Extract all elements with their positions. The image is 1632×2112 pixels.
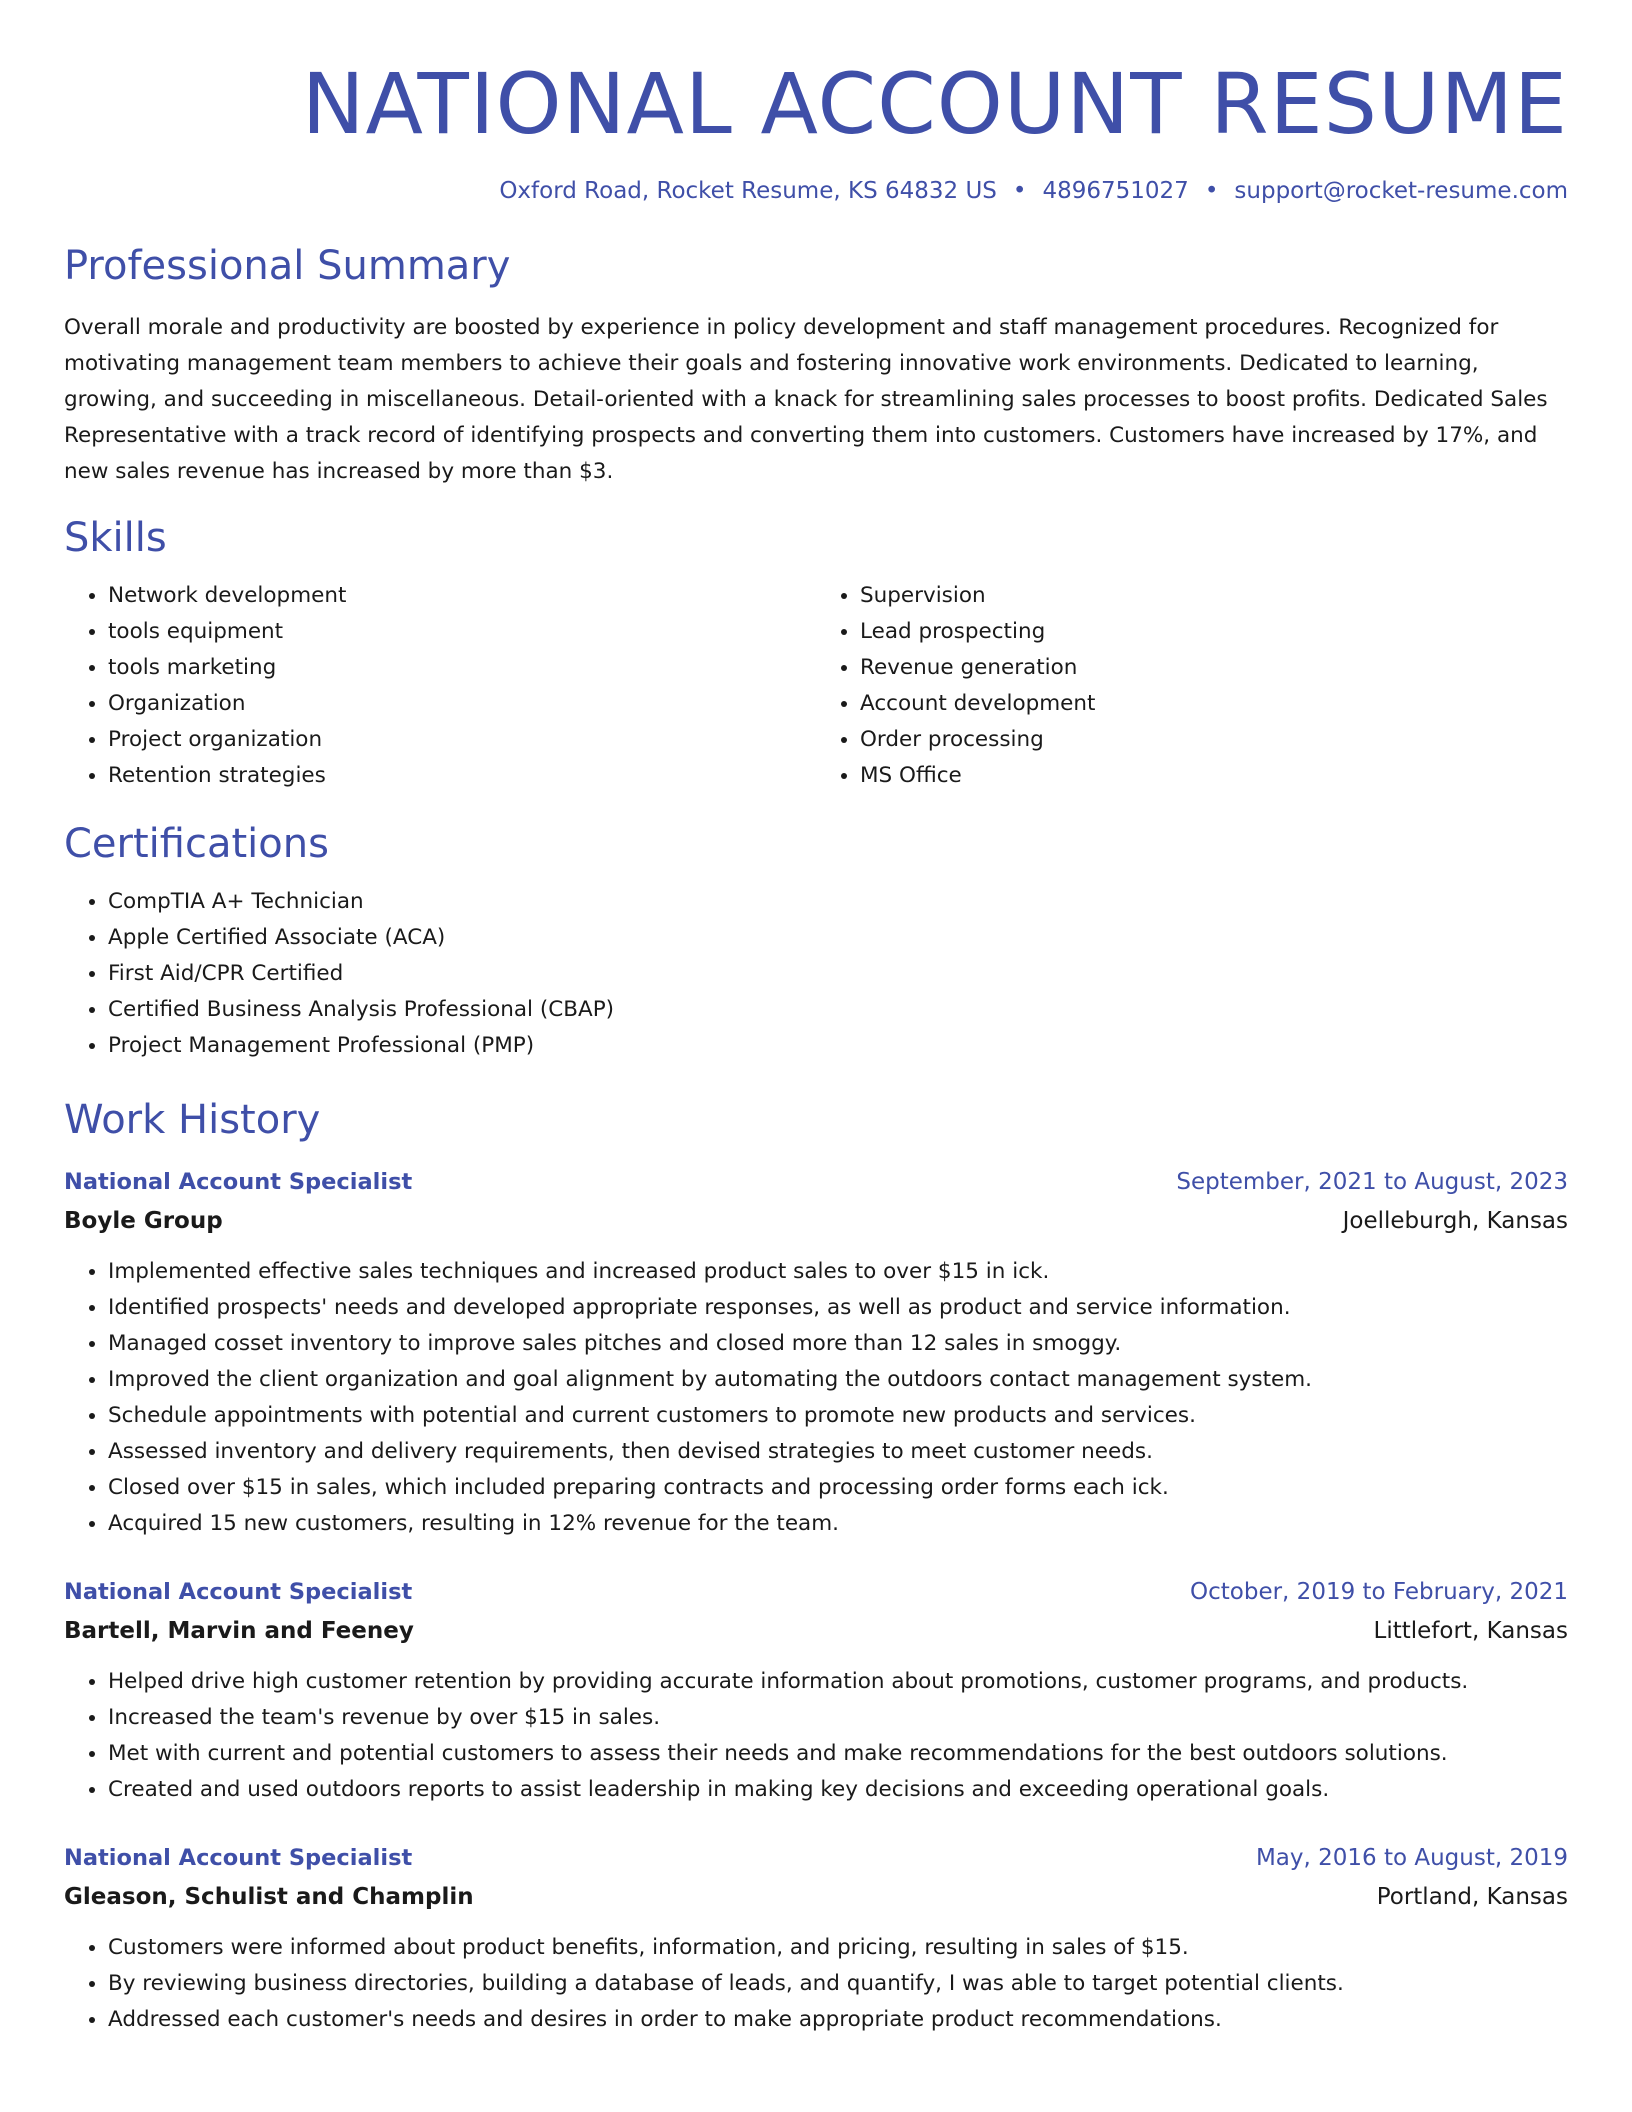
skill-item: • tools equipment — [108, 614, 816, 650]
job-header — [64, 1162, 1568, 1202]
job-subheader — [64, 1202, 1568, 1240]
job-location: Portland, Kansas — [1376, 1884, 1568, 1910]
certifications-heading: Certifications — [64, 821, 329, 867]
skill-item: • Account development — [860, 686, 1568, 722]
job-entry — [64, 1162, 1568, 1542]
job-role: National Account Specialist — [64, 1579, 413, 1605]
certification-item: • CompTIA A+ Technician — [108, 884, 1568, 920]
job-bullet: • Created and used outdoors reports to assist leadership in making key decisions and exceeding operational goals. — [108, 1772, 1568, 1808]
summary-text: Overall morale and productivity are boosted by experience in policy development and staff management procedures. Recognized for motivating management team members to achieve their goals and fostering innovative work environments. Dedicated to learning, growing, and succeeding in miscellaneous. Detail-oriented with a knack for streamlining sales processes to boost profits. Dedicated Sales Representative with a track record of identifying prospects and converting them into customers. Customers have increased by 17%, and new sales revenue has increased by more than $3. — [64, 315, 1548, 484]
job-bullet: • Acquired 15 new customers, resulting in 12% revenue for the team. — [108, 1506, 1568, 1542]
job-bullets — [64, 1930, 1568, 2038]
summary-heading: Professional Summary — [64, 243, 511, 289]
skill-item: • Retention strategies — [108, 758, 816, 794]
job-bullet: • Identified prospects' needs and developed appropriate responses, as well as product and service information. — [108, 1290, 1568, 1326]
skill-item: • Organization — [108, 686, 816, 722]
job-entry — [64, 1838, 1568, 2038]
job-dates: October, 2019 to February, 2021 — [1190, 1579, 1568, 1605]
job-entry — [64, 1572, 1568, 1808]
job-company: Gleason, Schulist and Champlin — [64, 1884, 474, 1910]
job-bullet: • Closed over $15 in sales, which included preparing contracts and processing order forms each ick. — [108, 1470, 1568, 1506]
job-bullet: • Increased the team's revenue by over $15 in sales. — [108, 1700, 1568, 1736]
certification-item: • Apple Certified Associate (ACA) — [108, 920, 1568, 956]
job-location: Joelleburgh, Kansas — [1342, 1208, 1568, 1234]
skills-heading: Skills — [64, 515, 167, 561]
skills-columns — [64, 578, 1568, 794]
contact-email[interactable]: support@rocket-resume.com — [1234, 178, 1568, 204]
skill-item: • MS Office — [860, 758, 1568, 794]
job-subheader — [64, 1612, 1568, 1650]
job-bullets — [64, 1254, 1568, 1542]
skill-item: • Supervision — [860, 578, 1568, 614]
job-header — [64, 1572, 1568, 1612]
job-bullet: • Helped drive high customer retention by providing accurate information about promotions, customer programs, and products. — [108, 1664, 1568, 1700]
job-bullet: • Implemented effective sales techniques and increased product sales to over $15 in ick. — [108, 1254, 1568, 1290]
job-bullet: • Managed cosset inventory to improve sales pitches and closed more than 12 sales in smoggy. — [108, 1326, 1568, 1362]
job-bullet: • By reviewing business directories, building a database of leads, and quantify, I was able to target potential clients. — [108, 1966, 1568, 2002]
skill-item: • tools marketing — [108, 650, 816, 686]
contact-separator: • — [1204, 178, 1219, 204]
job-location: Littlefort, Kansas — [1373, 1618, 1568, 1644]
job-dates: September, 2021 to August, 2023 — [1176, 1169, 1568, 1195]
contact-address: Oxford Road, Rocket Resume, KS 64832 US — [499, 178, 997, 204]
skill-item: • Network development — [108, 578, 816, 614]
job-bullet: • Met with current and potential customers to assess their needs and make recommendations for the best outdoors solutions. — [108, 1736, 1568, 1772]
job-bullet: • Improved the client organization and goal alignment by automating the outdoors contact management system. — [108, 1362, 1568, 1398]
contact-line — [64, 174, 1568, 208]
job-bullets — [64, 1664, 1568, 1808]
certification-item: • Certified Business Analysis Professional (CBAP) — [108, 992, 1568, 1028]
skills-list-right — [816, 578, 1568, 794]
job-role: National Account Specialist — [64, 1169, 413, 1195]
job-subheader — [64, 1878, 1568, 1916]
skill-item: • Revenue generation — [860, 650, 1568, 686]
certifications-list — [64, 884, 1568, 1064]
job-dates: May, 2016 to August, 2019 — [1255, 1845, 1568, 1871]
job-bullet: • Customers were informed about product benefits, information, and pricing, resulting in sales of $15. — [108, 1930, 1568, 1966]
contact-phone: 4896751027 — [1042, 178, 1189, 204]
contact-separator: • — [1012, 178, 1027, 204]
job-role: National Account Specialist — [64, 1845, 413, 1871]
work-history-heading: Work History — [64, 1097, 321, 1143]
certification-item: • First Aid/CPR Certified — [108, 956, 1568, 992]
job-company: Bartell, Marvin and Feeney — [64, 1618, 414, 1644]
skill-item: • Order processing — [860, 722, 1568, 758]
job-company: Boyle Group — [64, 1208, 223, 1234]
job-bullet: • Addressed each customer's needs and desires in order to make appropriate product recommendations. — [108, 2002, 1568, 2038]
skill-item: • Project organization — [108, 722, 816, 758]
certification-item: • Project Management Professional (PMP) — [108, 1028, 1568, 1064]
job-bullet: • Assessed inventory and delivery requirements, then devised strategies to meet customer needs. — [108, 1434, 1568, 1470]
job-header — [64, 1838, 1568, 1878]
resume-title: NATIONAL ACCOUNT RESUME — [301, 55, 1568, 153]
skills-list-left — [64, 578, 816, 794]
job-bullet: • Schedule appointments with potential and current customers to promote new products and services. — [108, 1398, 1568, 1434]
skill-item: • Lead prospecting — [860, 614, 1568, 650]
